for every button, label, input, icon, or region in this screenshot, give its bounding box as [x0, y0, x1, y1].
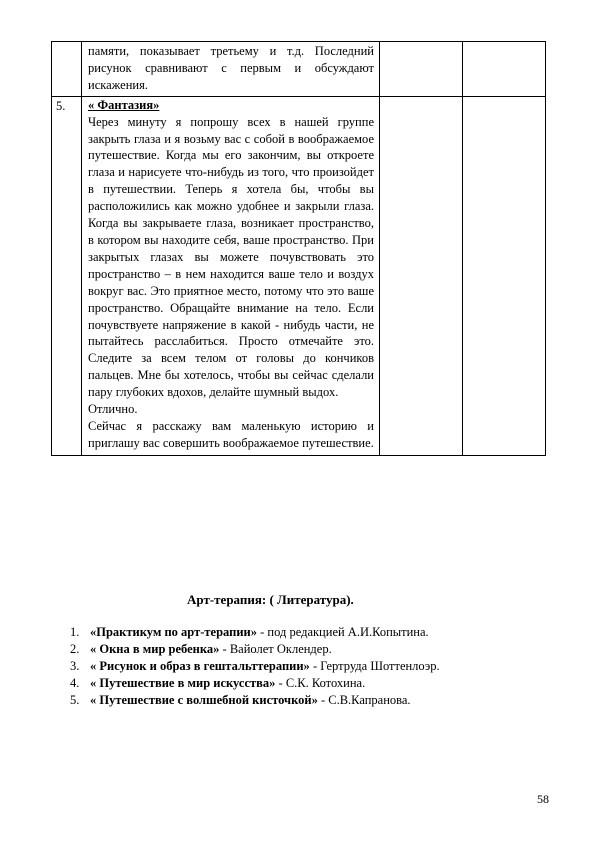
bibliography-list	[70, 624, 440, 709]
exercise-paragraph: Отлично.	[88, 402, 138, 417]
book-author: - С.К. Котохина.	[275, 676, 366, 690]
list-item	[70, 658, 440, 675]
item-number: 2.	[70, 642, 80, 656]
book-title: « Окна в мир ребенка»	[90, 642, 220, 656]
row-text: памяти, показывает третьему и т.д. Последний рисунок сравнивают с первым и обсуждают искажения.	[88, 44, 374, 92]
page-number: 58	[537, 792, 549, 806]
row-text-cell	[82, 96, 380, 455]
bibliography-title: Арт-терапия: ( Литература).	[187, 592, 354, 607]
empty-cell	[380, 96, 463, 455]
book-title: « Путешествие с волшебной кисточкой»	[90, 693, 318, 707]
list-item	[70, 624, 440, 641]
book-author: - Вайолет Оклендер.	[219, 642, 332, 656]
table-row	[52, 42, 546, 97]
empty-cell	[380, 42, 463, 97]
row-number-cell: 5.	[52, 96, 82, 455]
list-item	[70, 692, 440, 709]
row-text-cell	[82, 42, 380, 97]
book-title: « Путешествие в мир искусства»	[90, 676, 276, 690]
book-author: - С.В.Капранова.	[317, 693, 411, 707]
book-author: - Гертруда Шоттенлоэр.	[309, 659, 440, 673]
book-title: « Рисунок и образ в гештальттерапии»	[90, 659, 310, 673]
empty-cell	[463, 42, 546, 97]
list-item	[70, 675, 440, 692]
item-number: 1.	[70, 625, 80, 639]
exercise-paragraph: Через минуту я попрошу всех в нашей группе закрыть глаза и я возьму вас с собой в воображаемое путешествие. Когда мы его закончим, вы откроете глаза и нарисуете что-нибудь из того, что произойдет в путешествии. Теперь я хотела бы, чтобы вы расположились как можно удобнее и закрыли глаза. Когда вы закрываете глаза, возникает пространство, в котором вы находите себя, ваше пространство. При закрытых глазах вы можете почувствовать это пространство – в нем находится ваше тело и воздух вокруг вас. Это приятное место, потому что это ваше пространство. Обращайте внимание на тело. Если почувствуете напряжение в какой - нибудь части, не пытайтесь расслабиться. Просто отмечайте это. Следите за всем телом от головы до кончиков пальцев. Мне бы хотелось, чтобы вы сейчас сделали пару глубоких вдохов, делайте шумный выдох.	[88, 114, 374, 400]
item-number: 3.	[70, 659, 80, 673]
row-number-cell	[52, 42, 82, 97]
exercise-title: « Фантазия»	[88, 97, 160, 112]
item-number: 5.	[70, 693, 80, 707]
list-item	[70, 641, 440, 658]
exercise-paragraph: Сейчас я расскажу вам маленькую историю и приглашу вас совершить воображаемое путешествие.	[88, 418, 374, 450]
book-title: «Практикум по арт-терапии»	[90, 625, 257, 639]
book-author: - под редакцией А.И.Копытина.	[256, 625, 429, 639]
item-number: 4.	[70, 676, 80, 690]
empty-cell	[463, 96, 546, 455]
table-row	[52, 96, 546, 455]
activities-table	[51, 41, 546, 456]
